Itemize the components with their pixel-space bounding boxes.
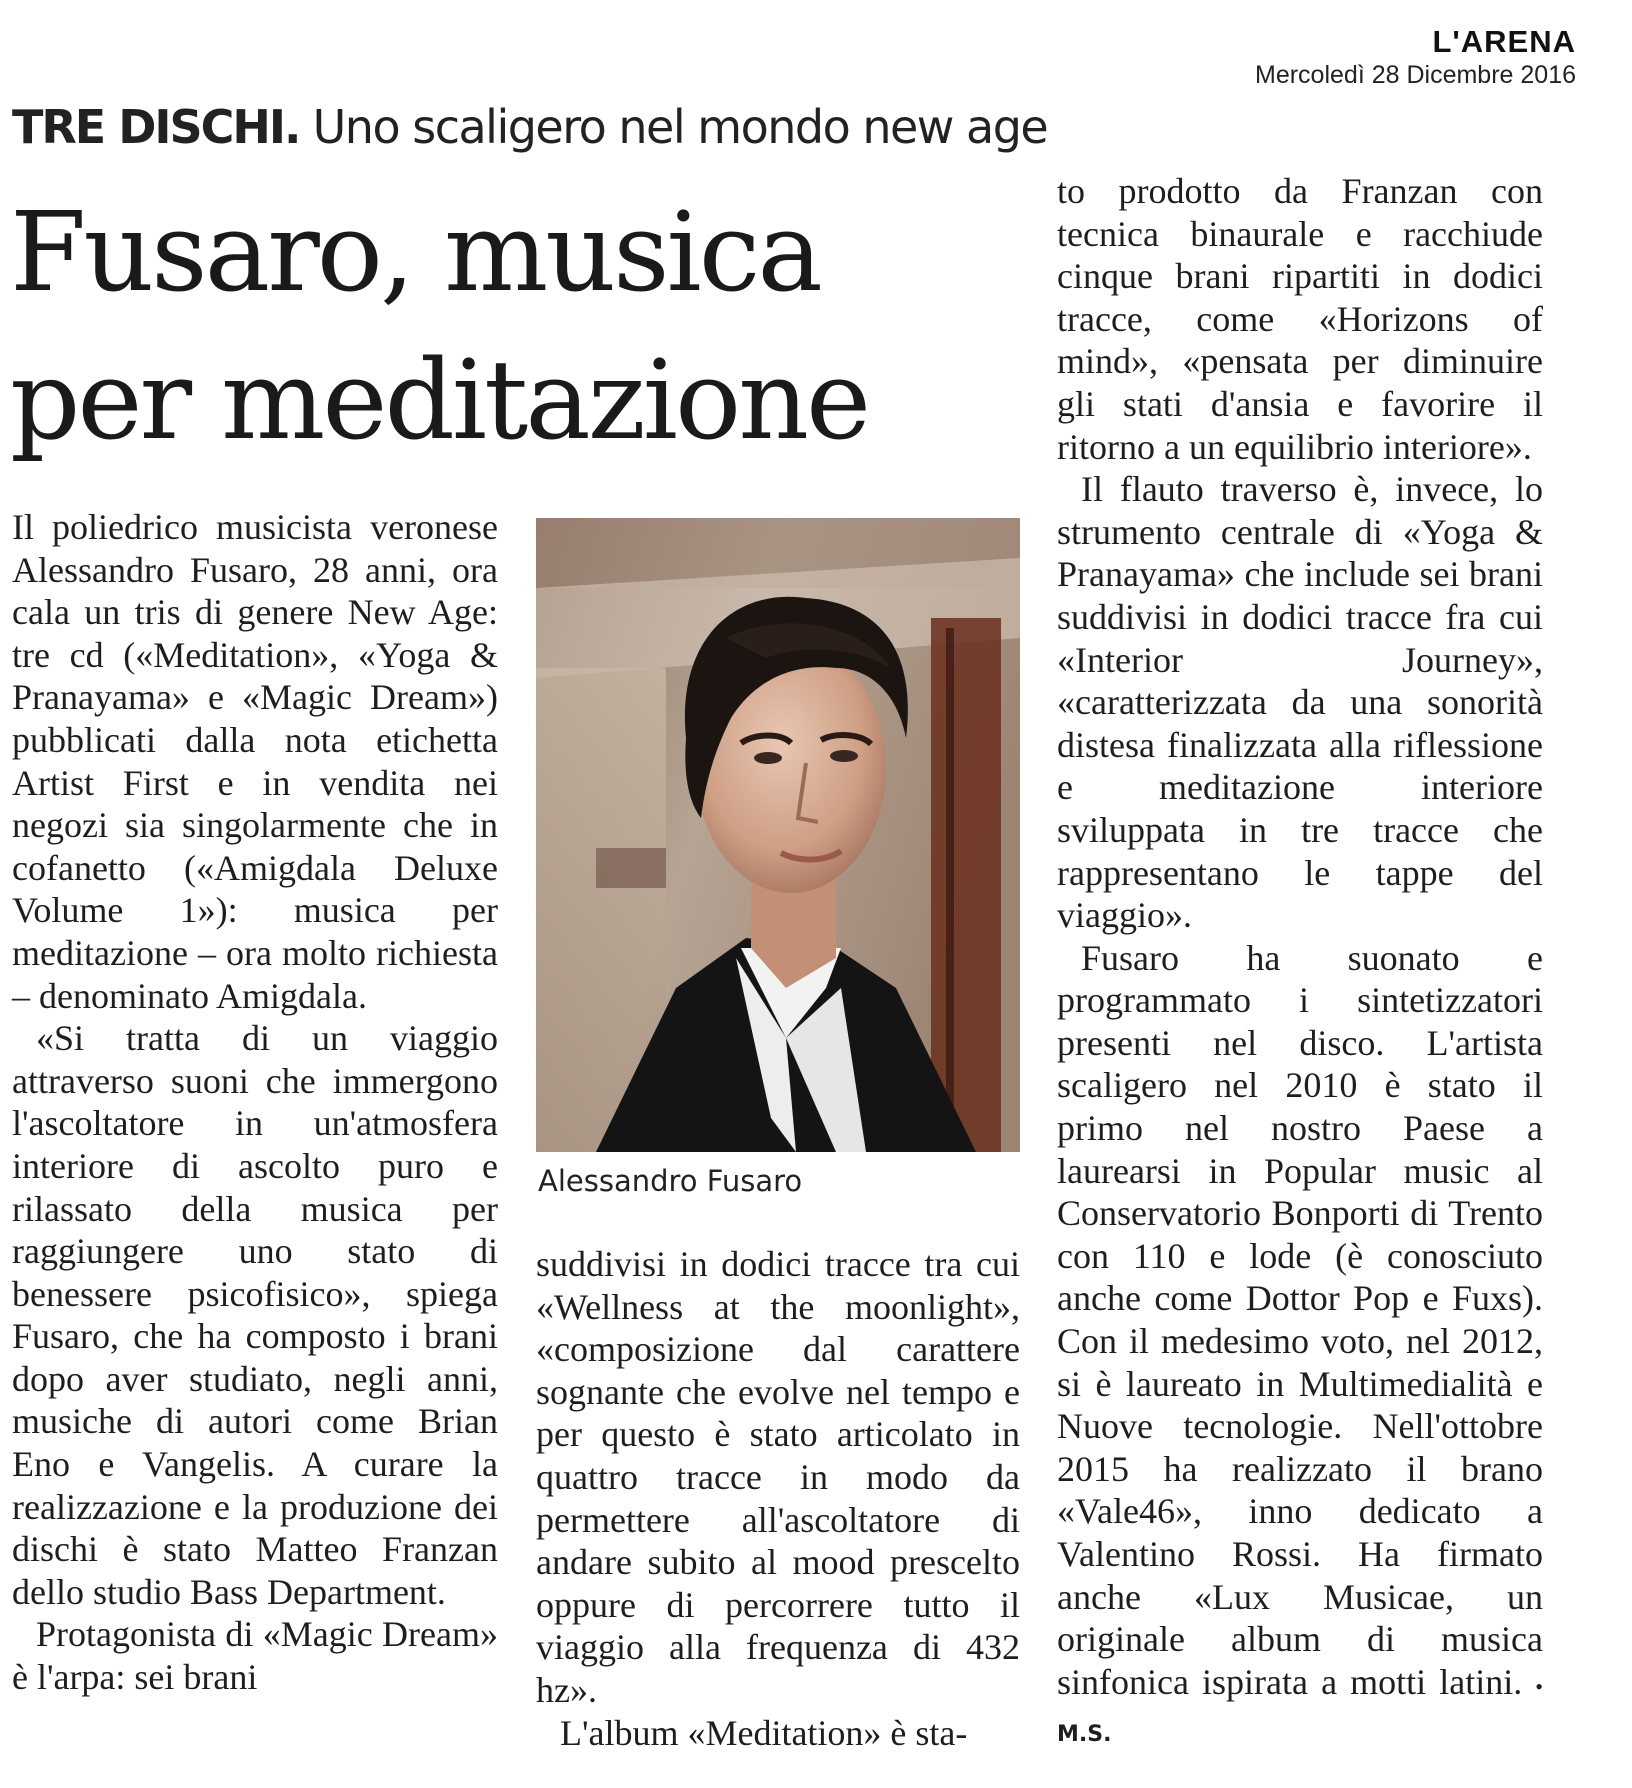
headline [10, 178, 1010, 474]
photo-caption: Alessandro Fusaro [538, 1164, 803, 1198]
paragraph: «Si tratta di un viaggio attraverso suoni che immergono l'ascoltatore in un'atmosfera interiore di ascolto puro e rilassato della musica per raggiungere uno stato di benessere psicofisico», spiega Fusaro, che ha composto i brani dopo aver studiato, negli anni, musiche di autori come Brian Eno e Vangelis. A curare la realizzazione e la produzione dei dischi è stato Matteo Franzan dello studio Bass Department. [12, 1018, 498, 1612]
paragraph: to prodotto da Franzan con tecnica binaurale e racchiude cinque brani ripartiti in dodici tracce, come «Horizons of mind», «pensata per diminuire gli stati d'ansia e favorire il ritorno a un equilibrio interiore». [1057, 171, 1543, 467]
paragraph: Fusaro ha suonato e programmato i sintetizzatori presenti nel disco. L'artista scaligero nel 2010 è stato il primo nel nostro Paese a laurearsi in Popular music al Conservatorio Bonporti di Trento con 110 e lode (è conosciuto anche come Dottor Pop e Fuxs). Con il medesimo voto, nel 2012, si è laureato in Multimedialità e Nuove tecnologie. Nell'ottobre 2015 ha realizzato il brano «Vale46», inno dedicato a Valentino Rossi. Ha firmato anche «Lux Musicae, un originale album di musica sinfonica ispirata a motti latini. [1057, 937, 1543, 1702]
newspaper-name: L'ARENA [1432, 24, 1576, 59]
kicker-text: Uno scaligero nel mondo new age [299, 100, 1048, 154]
headline-line-2: per meditazione [10, 336, 869, 464]
masthead [1255, 24, 1576, 90]
article-column-2 [536, 1243, 1020, 1754]
paragraph: Il poliedrico musicista veronese Alessandro Fusaro, 28 anni, ora cala un tris di genere New Age: tre cd («Meditation», «Yoga & Pranayama» e «Magic Dream») pubblicati dalla nota etichetta Artist First e in vendita nei negozi sia singolarmente che in cofanetto («Amigdala Deluxe Volume 1»): musica per meditazione – ora molto richiesta – denominato Amigdala. [12, 507, 498, 1016]
kicker [12, 98, 1047, 156]
article-column-3 [1057, 170, 1543, 1757]
headline-line-1: Fusaro, musica [10, 188, 820, 316]
paragraph: Protagonista di «Magic Dream» è l'arpa: sei brani [12, 1614, 498, 1698]
paragraph: L'album «Meditation» è sta- [560, 1712, 968, 1753]
paragraph-last [1057, 937, 1543, 1757]
article-column-1 [12, 506, 498, 1699]
paragraph: Il flauto traverso è, invece, lo strumento centrale di «Yoga & Pranayama» che include sei brani suddivisi in dodici tracce fra cui «Interior Journey», «caratterizzata da una sonorità distesa finalizzata alla riflessione e meditazione interiore sviluppata in tre tracce che rappresentano le tappe del viaggio». [1057, 469, 1543, 936]
issue-date: Mercoledì 28 Dicembre 2016 [1255, 61, 1576, 89]
portrait-photo [536, 518, 1020, 1152]
end-bullet: • [1535, 1673, 1543, 1699]
author-signature: M.S. [1057, 1722, 1112, 1748]
paragraph: suddivisi in dodici tracce tra cui «Wellness at the moonlight», «composizione dal carattere sognante che evolve nel tempo e per questo è stato articolato in quattro tracce in modo da permettere all'ascoltatore di andare subito al mood prescelto oppure di percorrere tutto il viaggio alla frequenza di 432 hz». [536, 1244, 1020, 1710]
kicker-tag: TRE DISCHI. [12, 100, 300, 154]
